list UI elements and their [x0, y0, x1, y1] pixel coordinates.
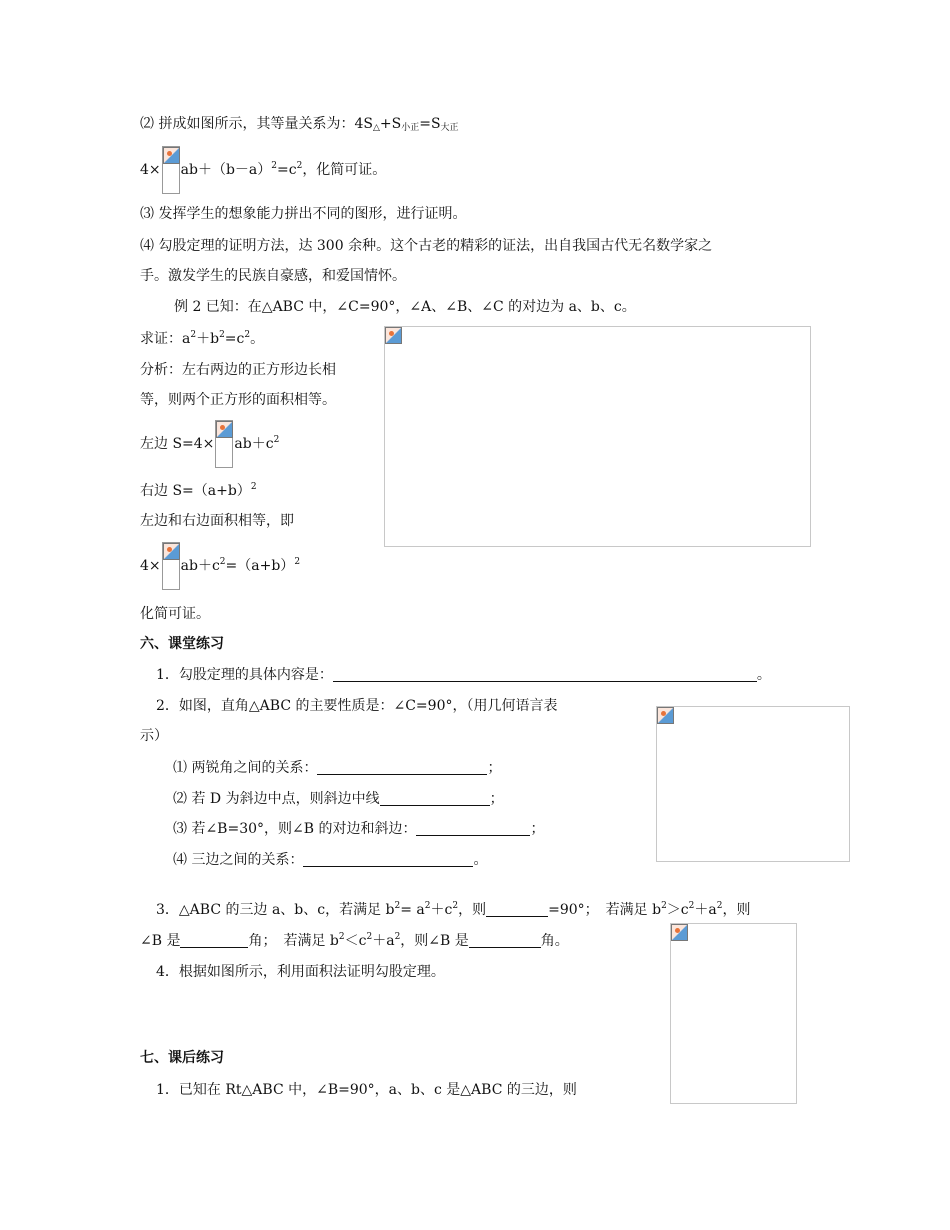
- figure-squares: [384, 326, 811, 547]
- question-2-item-1: ⑴ 两锐角之间的关系： ；: [173, 760, 502, 776]
- section-heading-7: 七、课后练习: [140, 1050, 224, 1066]
- line-formula-2: 4× $ab+c^2=(a+b)^2$: [140, 542, 300, 590]
- line-5: 手。激发学生的民族自豪感，和爱国情怀。: [140, 268, 406, 284]
- line-left-area: 左边 S=4× $ab+c^2$: [140, 420, 279, 468]
- answer-blank[interactable]: [317, 760, 487, 775]
- answer-blank[interactable]: [469, 933, 541, 948]
- answer-blank[interactable]: [486, 902, 548, 917]
- broken-image-icon: [385, 327, 402, 344]
- broken-image-icon: [671, 924, 688, 941]
- fraction-image: [162, 542, 180, 590]
- answer-blank[interactable]: [180, 933, 248, 948]
- line-equation-relation: ⑵ 拼成如图所示，其等量关系为：$4S_\triangle+S_{小正}=S_{大正}$: [140, 116, 459, 133]
- broken-image-icon: [163, 543, 180, 560]
- figure-right-triangle: [656, 706, 850, 862]
- line-analysis-1: 分析：左右两边的正方形边长相: [140, 362, 336, 378]
- question-2-item-4: ⑷ 三边之间的关系： 。: [173, 852, 488, 868]
- answer-blank[interactable]: [303, 852, 473, 867]
- line-4: ⑷ 勾股定理的证明方法，达 300 余种。这个古老的精彩的证法，出自我国古代无名数学家之: [140, 238, 713, 254]
- line-prove: 求证：$a^2+b^2=c^2$。: [140, 330, 265, 347]
- question-3: 3．△ABC 的三边 a、b、c，若满足 $b^2= a^2+c^2$，则 =90°； 若满足 $b^2>c^2+a^2$，则: [156, 901, 751, 918]
- line-simplify: 化简可证。: [140, 606, 210, 622]
- answer-blank[interactable]: [380, 791, 490, 806]
- line-analysis-2: 等，则两个正方形的面积相等。: [140, 392, 336, 408]
- fraction-image: [162, 146, 180, 194]
- line-equal-areas: 左边和右边面积相等，即: [140, 513, 294, 529]
- line-3: ⑶ 发挥学生的想象能力拼出不同的图形，进行证明。: [140, 206, 467, 222]
- answer-blank[interactable]: [416, 821, 530, 836]
- answer-blank[interactable]: [333, 667, 757, 682]
- figure-area-proof: [670, 923, 797, 1104]
- section-heading-6: 六、课堂练习: [140, 636, 224, 652]
- homework-1: 1．已知在 Rt△ABC 中，∠B=90°，a、b、c 是△ABC 的三边，则: [156, 1082, 577, 1098]
- question-1: 1．勾股定理的具体内容是： 。: [156, 667, 771, 683]
- question-2-item-2: ⑵ 若 D 为斜边中点，则斜边中线 ；: [173, 791, 504, 807]
- fraction-image: [215, 420, 233, 468]
- question-4: 4．根据如图所示，利用面积法证明勾股定理。: [156, 964, 445, 980]
- question-2-item-3: ⑶ 若∠B=30°，则∠B 的对边和斜边： ；: [173, 821, 545, 837]
- question-3-cont: ∠B 是 角； 若满足 $b^2<c^2+a^2$，则∠B 是 角。: [140, 932, 569, 949]
- line-formula-1: 4× $ab+(b-a)^2=c^2$，化简可证。: [140, 146, 386, 194]
- broken-image-icon: [163, 147, 180, 164]
- broken-image-icon: [657, 707, 674, 724]
- question-2: 2．如图，直角△ABC 的主要性质是：∠C=90°，（用几何语言表: [156, 698, 558, 714]
- line-right-area: 右边 $S=(a+b)^2$: [140, 482, 257, 499]
- broken-image-icon: [216, 421, 233, 438]
- example-2: 例 2 已知：在△ABC 中，∠C=90°，∠A、∠B、∠C 的对边为 a、b、c。: [174, 299, 636, 315]
- question-2-cont: 示）: [140, 728, 168, 744]
